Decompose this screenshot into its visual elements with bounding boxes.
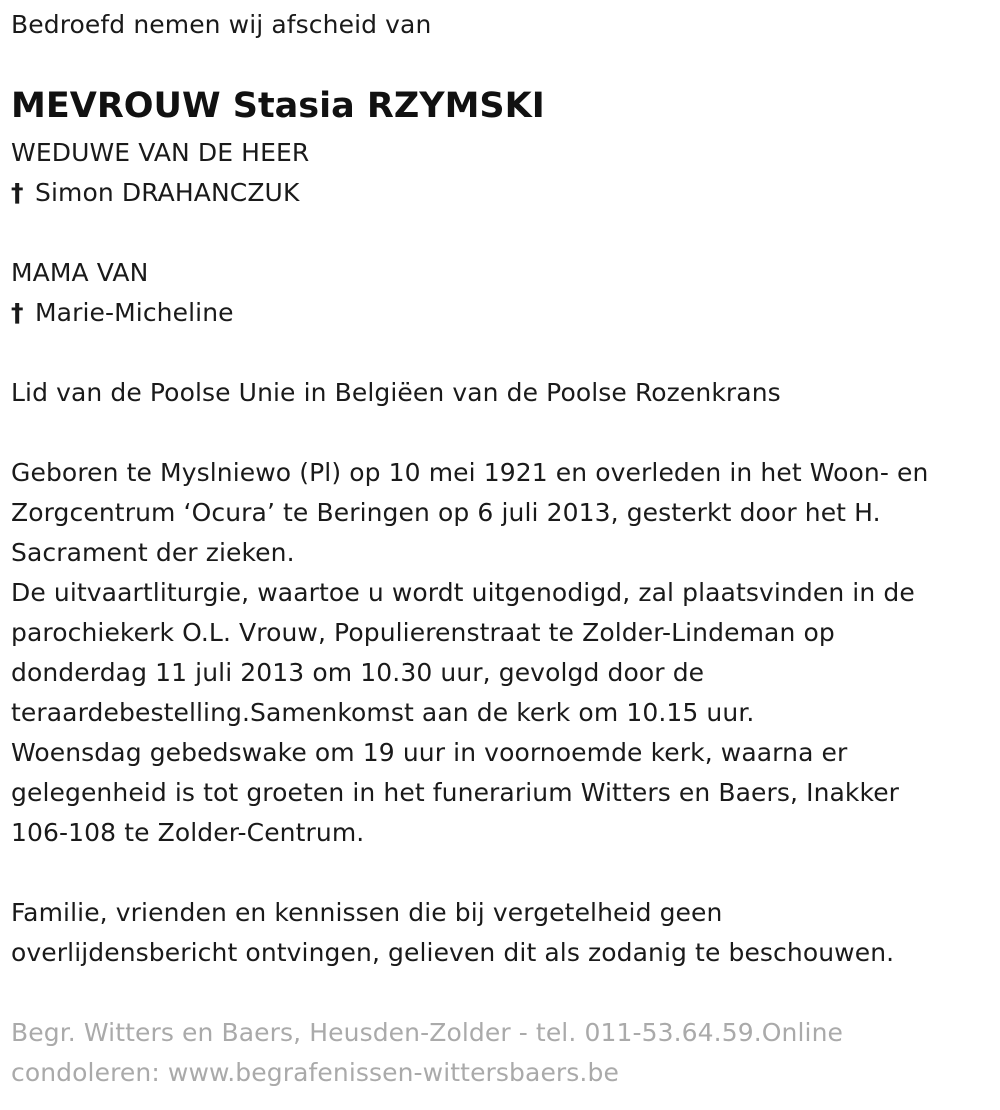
liturgy-line: De uitvaartliturgie, waartoe u wordt uitgenodigd, zal plaatsvinden in de	[11, 578, 915, 607]
funeral-details	[11, 453, 928, 853]
wake-line: 106-108 te Zolder-Centrum.	[11, 818, 365, 847]
notice-line: overlijdensbericht ontvingen, gelieven dit als zodanig te beschouwen.	[11, 938, 895, 967]
liturgy-line: parochiekerk O.L. Vrouw, Populierenstraat te Zolder-Lindeman op	[11, 618, 835, 647]
cross-icon: †	[11, 298, 24, 327]
mother-label: MAMA VAN	[11, 258, 149, 287]
wake-line: Woensdag gebedswake om 19 uur in voornoemde kerk, waarna er	[11, 738, 848, 767]
spouse-name: Simon DRAHANCZUK	[35, 178, 300, 207]
child-line	[11, 293, 234, 333]
deceased-name: MEVROUW Stasia RZYMSKI	[11, 86, 545, 126]
liturgy-line: teraardebestelling.Samenkomst aan de kerk om 10.15 uur.	[11, 698, 755, 727]
spouse-line	[11, 173, 309, 213]
spouse-block	[11, 133, 309, 213]
footer-line: condoleren: www.begrafenissen-wittersbaers.be	[11, 1058, 619, 1087]
cross-icon: †	[11, 178, 24, 207]
child-name: Marie-Micheline	[35, 298, 234, 327]
child-block	[11, 253, 234, 333]
birth-death-line: Geboren te Myslniewo (Pl) op 10 mei 1921 en overleden in het Woon- en	[11, 458, 929, 487]
footer-line: Begr. Witters en Baers, Heusden-Zolder - tel. 011-53.64.59.Online	[11, 1018, 843, 1047]
membership-text: Lid van de Poolse Unie in Belgiëen van de Poolse Rozenkrans	[11, 378, 781, 407]
widow-label: WEDUWE VAN DE HEER	[11, 138, 310, 167]
family-notice	[11, 893, 894, 973]
wake-line: gelegenheid is tot groeten in het funerarium Witters en Baers, Inakker	[11, 778, 900, 807]
notice-line: Familie, vrienden en kennissen die bij vergetelheid geen	[11, 898, 723, 927]
undertaker-footer	[11, 1013, 986, 1093]
birth-death-line: Sacrament der zieken.	[11, 538, 295, 567]
liturgy-line: donderdag 11 juli 2013 om 10.30 uur, gevolgd door de	[11, 658, 705, 687]
birth-death-line: Zorgcentrum ‘Ocura’ te Beringen op 6 juli 2013, gesterkt door het H.	[11, 498, 881, 527]
intro-text: Bedroefd nemen wij afscheid van	[11, 10, 432, 39]
